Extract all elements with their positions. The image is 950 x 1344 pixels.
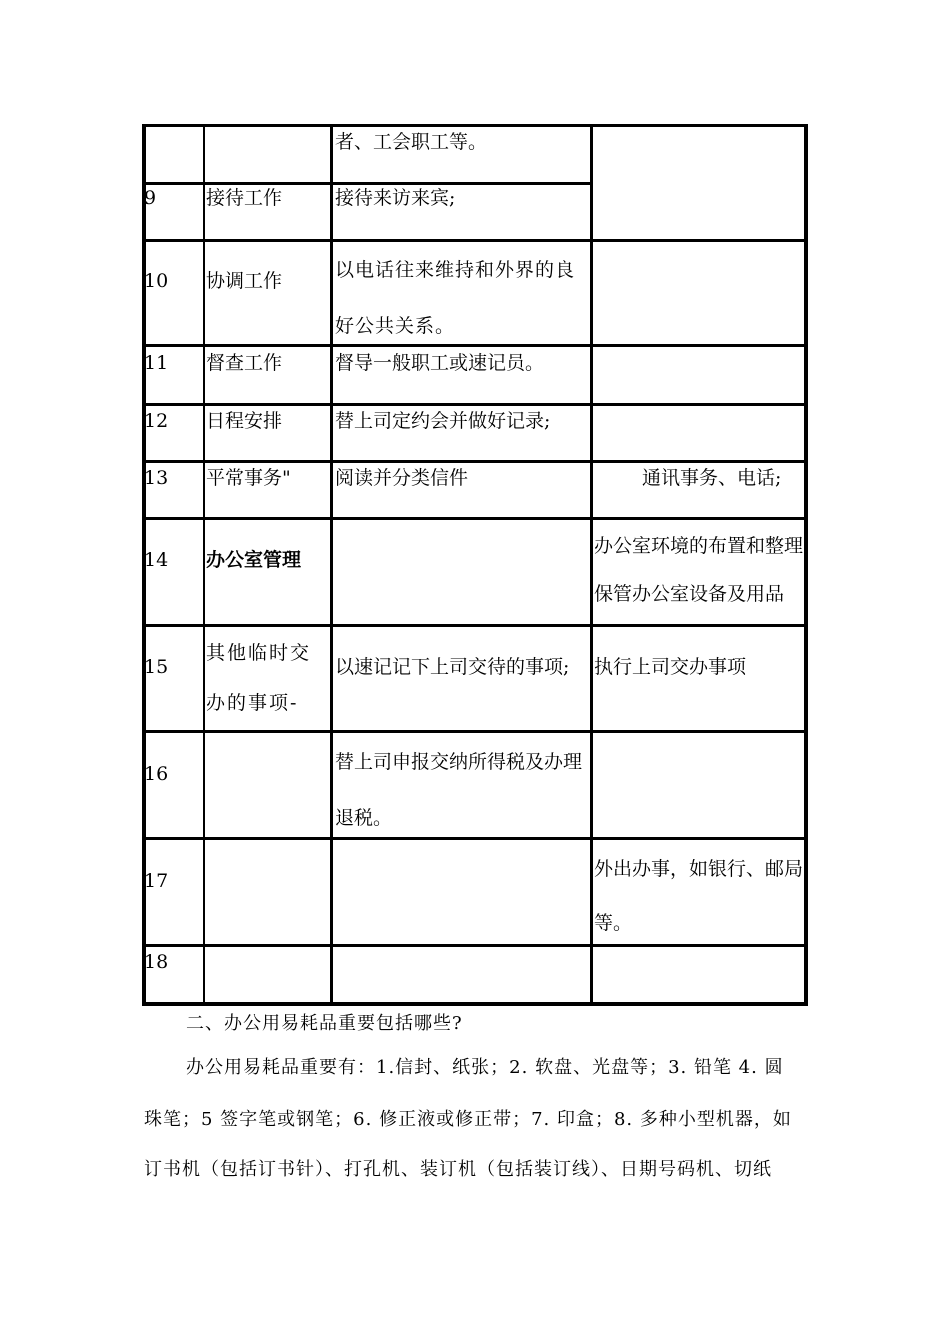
cell-no: 10 <box>144 270 169 292</box>
cell-desc: 以电话往来维持和外界的良好公共关系。 <box>335 259 576 337</box>
row-divider <box>142 517 808 520</box>
cell-item: 督查工作 <box>206 352 283 374</box>
cell-item: 接待工作 <box>206 187 283 209</box>
cell-extra: 外出办事，如银行、邮局等。 <box>594 858 804 934</box>
body-line-1: 办公用易耗品重要有：1.信封、纸张；2. 软盘、光盘等；3. 铅笔 4. 圆 <box>186 1057 784 1078</box>
body-line-2: 珠笔；5 签字笔或钢笔；6. 修正液或修正带；7. 印盒；8. 多种小型机器，如 <box>144 1109 792 1130</box>
cell-item: 平常事务" <box>206 467 291 489</box>
cell-no: 12 <box>144 410 169 432</box>
cell-item: 办公室管理 <box>206 549 302 571</box>
cell-desc: 者、工会职工等。 <box>335 131 488 153</box>
cell-extra: 办公室环境的布置和整理保管办公室设备及用品 <box>594 535 804 605</box>
cell-desc: 接待来访来宾; <box>335 187 456 209</box>
cell-no: 17 <box>144 870 169 892</box>
cell-no: 13 <box>144 467 169 489</box>
cell-no: 16 <box>144 763 169 785</box>
row-divider <box>142 403 808 406</box>
cell-item: 协调工作 <box>206 270 283 292</box>
table-border-bottom <box>142 1002 808 1006</box>
cell-desc: 阅读并分类信件 <box>335 467 469 489</box>
cell-no: 11 <box>144 352 169 374</box>
table-border-top <box>142 124 808 127</box>
section-heading: 二、办公用易耗品重要包括哪些? <box>186 1013 463 1034</box>
cell-item: 日程安排 <box>206 410 283 432</box>
cell-desc: 以速记记下上司交待的事项; <box>335 656 570 678</box>
row-divider <box>142 730 808 733</box>
col-divider-1 <box>203 124 205 1006</box>
cell-no: 14 <box>144 549 169 571</box>
cell-no: 9 <box>144 187 157 209</box>
body-line-3: 订书机（包括订书针）、打孔机、装订机（包括装订线）、日期号码机、切纸 <box>144 1159 772 1180</box>
row-divider <box>142 624 808 627</box>
cell-desc: 替上司申报交纳所得税及办理退税。 <box>335 751 583 829</box>
cell-item: 其他临时交办的事项- <box>206 642 312 714</box>
duties-table <box>142 124 808 1006</box>
cell-extra: 执行上司交办事项 <box>594 656 747 678</box>
row-divider <box>142 460 808 463</box>
col-divider-2 <box>330 124 333 1006</box>
cell-no: 15 <box>144 656 169 678</box>
cell-desc: 督导一般职工或速记员。 <box>335 352 545 374</box>
cell-desc: 替上司定约会并做好记录; <box>335 410 551 432</box>
cell-extra: 通讯事务、电话; <box>642 467 782 489</box>
cell-no: 18 <box>144 951 169 973</box>
